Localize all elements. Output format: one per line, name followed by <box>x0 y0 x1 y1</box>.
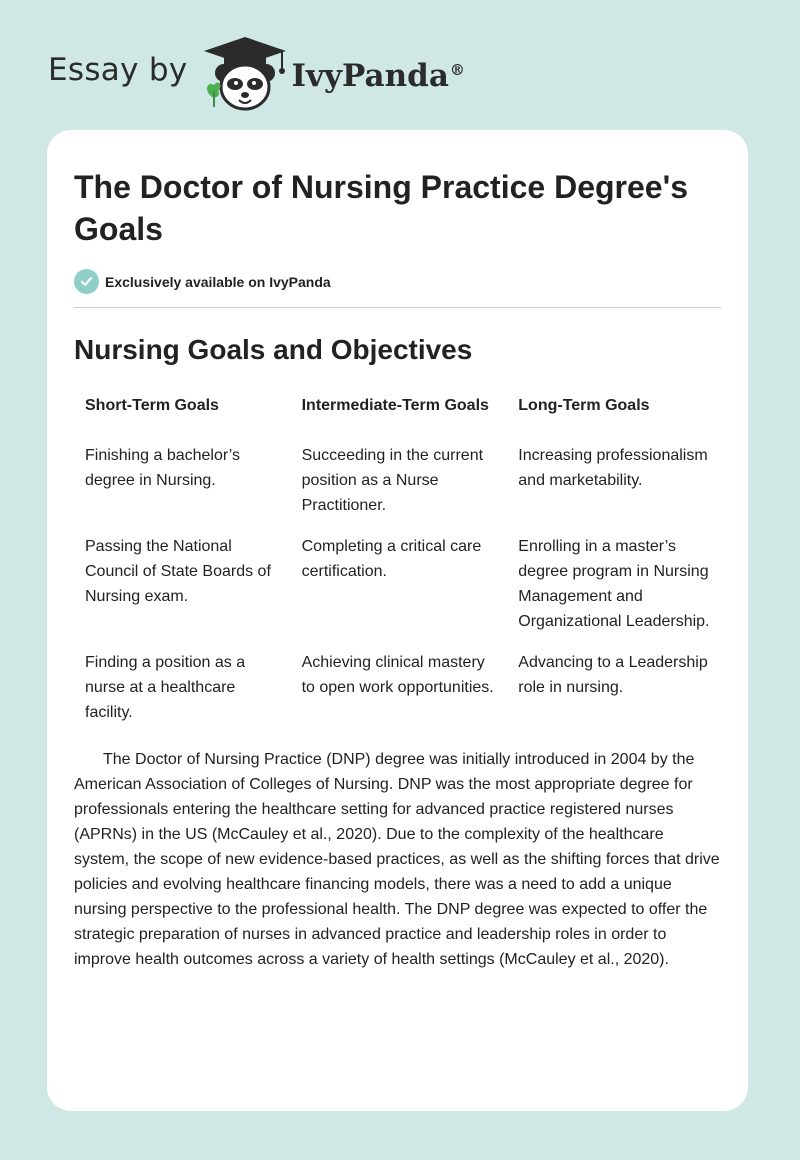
table-cell: Achieving clinical mastery to open work opportunities. <box>301 654 494 696</box>
body-paragraph: The Doctor of Nursing Practice (DNP) degree was initially introduced in 2004 by the American Association of Colleges of Nursing. DNP was the most appropriate degree for professionals entering the healthcare setting for advanced practice registered nurses (APRNs) in the US (McCauley et al., 2020). Due to the complexity of the healthcare system, the scope of new evidence-based practices, as well as the shifting forces that drive policies and evolving healthcare financing models, there was a need to add a unique nursing perspective to the professional health. The DNP degree was expected to offer the strategic preparation of nurses in advanced practice and leadership roles in order to improve health outcomes across a variety of health settings (McCauley et al., 2020). <box>74 751 720 968</box>
brand-name: IvyPanda® <box>291 58 465 94</box>
registered-mark: ® <box>449 60 465 79</box>
check-icon <box>74 269 99 294</box>
divider <box>74 307 721 308</box>
column-header-intermediate-term: Intermediate-Term Goals <box>301 397 489 414</box>
page-title: The Doctor of Nursing Practice Degree's Goals <box>74 169 688 247</box>
table-cell: Completing a critical care certification. <box>301 538 482 580</box>
table-row <box>74 642 724 733</box>
brand-header <box>48 34 465 114</box>
table-row <box>74 426 724 526</box>
exclusive-label: Exclusively available on IvyPanda <box>105 273 331 290</box>
table-cell: Increasing professionalism and marketability. <box>518 447 708 489</box>
table-cell: Passing the National Council of State Boards of Nursing exam. <box>85 538 271 605</box>
column-header-long-term: Long-Term Goals <box>518 397 650 414</box>
goals-table <box>74 379 724 733</box>
brand-prefix: Essay by <box>48 52 188 88</box>
table-cell: Advancing to a Leadership role in nursing. <box>518 654 708 696</box>
table-cell: Finishing a bachelor’s degree in Nursing. <box>85 447 241 489</box>
table-cell: Enrolling in a master’s degree program in Nursing Management and Organizational Leadership. <box>518 538 710 630</box>
table-row <box>74 526 724 642</box>
column-header-short-term: Short-Term Goals <box>85 397 219 414</box>
table-cell: Finding a position as a nurse at a healthcare facility. <box>85 654 246 721</box>
table-header-row <box>74 379 724 426</box>
panda-logo-icon[interactable] <box>202 35 288 113</box>
section-heading: Nursing Goals and Objectives <box>74 334 473 365</box>
exclusive-badge <box>74 269 721 294</box>
table-cell: Succeeding in the current position as a Nurse Practitioner. <box>301 447 484 514</box>
article-card <box>47 130 748 1111</box>
